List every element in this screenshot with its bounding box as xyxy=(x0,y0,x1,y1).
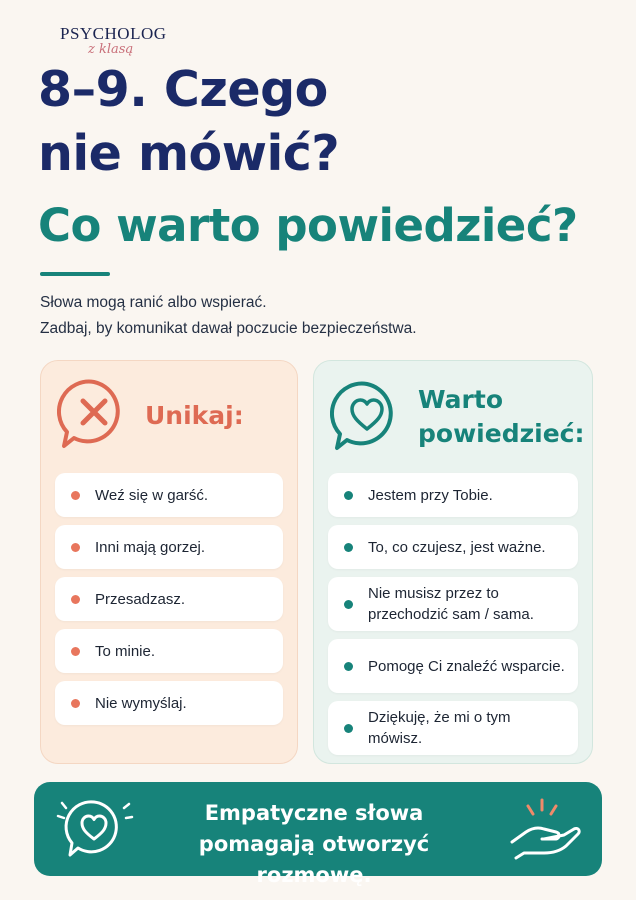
bullet-dot xyxy=(71,491,80,500)
intro-line-1: Słowa mogą ranić albo wspierać. xyxy=(40,294,267,311)
avoid-card xyxy=(40,360,298,764)
logo-top-text: PSYCHOLOG xyxy=(60,24,167,43)
bullet-dot xyxy=(71,595,80,604)
say-list xyxy=(328,473,578,763)
say-item-text: To, co czujesz, jest ważne. xyxy=(368,538,546,556)
heart-speech-bubble-icon xyxy=(54,796,134,862)
say-item xyxy=(328,701,578,755)
say-card-header xyxy=(314,361,592,471)
bullet-dot xyxy=(344,543,353,552)
avoid-item-text: Weź się w garść. xyxy=(95,486,209,504)
say-item xyxy=(328,525,578,569)
banner-text xyxy=(144,798,484,891)
bullet-dot xyxy=(344,724,353,733)
say-item-text: Dziękuję, że mi o tym mówisz. xyxy=(368,709,511,747)
avoid-card-header xyxy=(41,361,297,471)
avoid-item-text: Inni mają gorzej. xyxy=(95,538,206,556)
bottom-banner xyxy=(34,782,602,887)
title-divider xyxy=(40,272,110,276)
open-hand-icon xyxy=(504,796,584,862)
say-item xyxy=(328,639,578,693)
bullet-dot xyxy=(344,600,353,609)
heart-speech-bubble-icon xyxy=(330,379,404,453)
say-item xyxy=(328,577,578,631)
banner-line-1: Empatyczne słowa xyxy=(204,801,424,825)
avoid-item xyxy=(55,473,283,517)
avoid-item xyxy=(55,525,283,569)
say-title-line-2: powiedzieć: xyxy=(418,419,585,448)
say-item-text: Pomogę Ci znaleźć wsparcie. xyxy=(368,657,565,675)
bullet-dot xyxy=(344,662,353,671)
bullet-dot xyxy=(71,543,80,552)
x-speech-bubble-icon xyxy=(57,377,131,451)
title-line-1: 8–9. Czego xyxy=(38,61,328,118)
say-item xyxy=(328,473,578,517)
page-title xyxy=(38,58,618,186)
say-card xyxy=(313,360,593,764)
bullet-dot xyxy=(344,491,353,500)
avoid-list xyxy=(55,473,283,733)
avoid-item xyxy=(55,681,283,725)
banner-line-2: pomagają otworzyć rozmowę. xyxy=(198,832,430,887)
intro-text xyxy=(40,290,600,342)
avoid-item xyxy=(55,629,283,673)
title-line-2: nie mówić? xyxy=(38,125,340,182)
avoid-item xyxy=(55,577,283,621)
intro-line-2: Zadbaj, by komunikat dawał poczucie bezpieczeństwa. xyxy=(40,320,417,337)
bullet-dot xyxy=(71,647,80,656)
avoid-title: Unikaj: xyxy=(145,401,244,430)
page-subtitle: Co warto powiedzieć? xyxy=(38,199,578,252)
avoid-item-text: Przesadzasz. xyxy=(95,590,186,608)
say-title xyxy=(418,383,588,451)
avoid-item-text: Nie wymyślaj. xyxy=(95,694,187,712)
say-item-text: Nie musisz przez to przechodzić sam / sama. xyxy=(368,585,534,623)
avoid-item-text: To minie. xyxy=(95,642,156,660)
bullet-dot xyxy=(71,699,80,708)
say-item-text: Jestem przy Tobie. xyxy=(368,486,493,504)
say-title-line-1: Warto xyxy=(418,385,504,414)
logo-bottom-text: z klasą xyxy=(88,42,134,57)
